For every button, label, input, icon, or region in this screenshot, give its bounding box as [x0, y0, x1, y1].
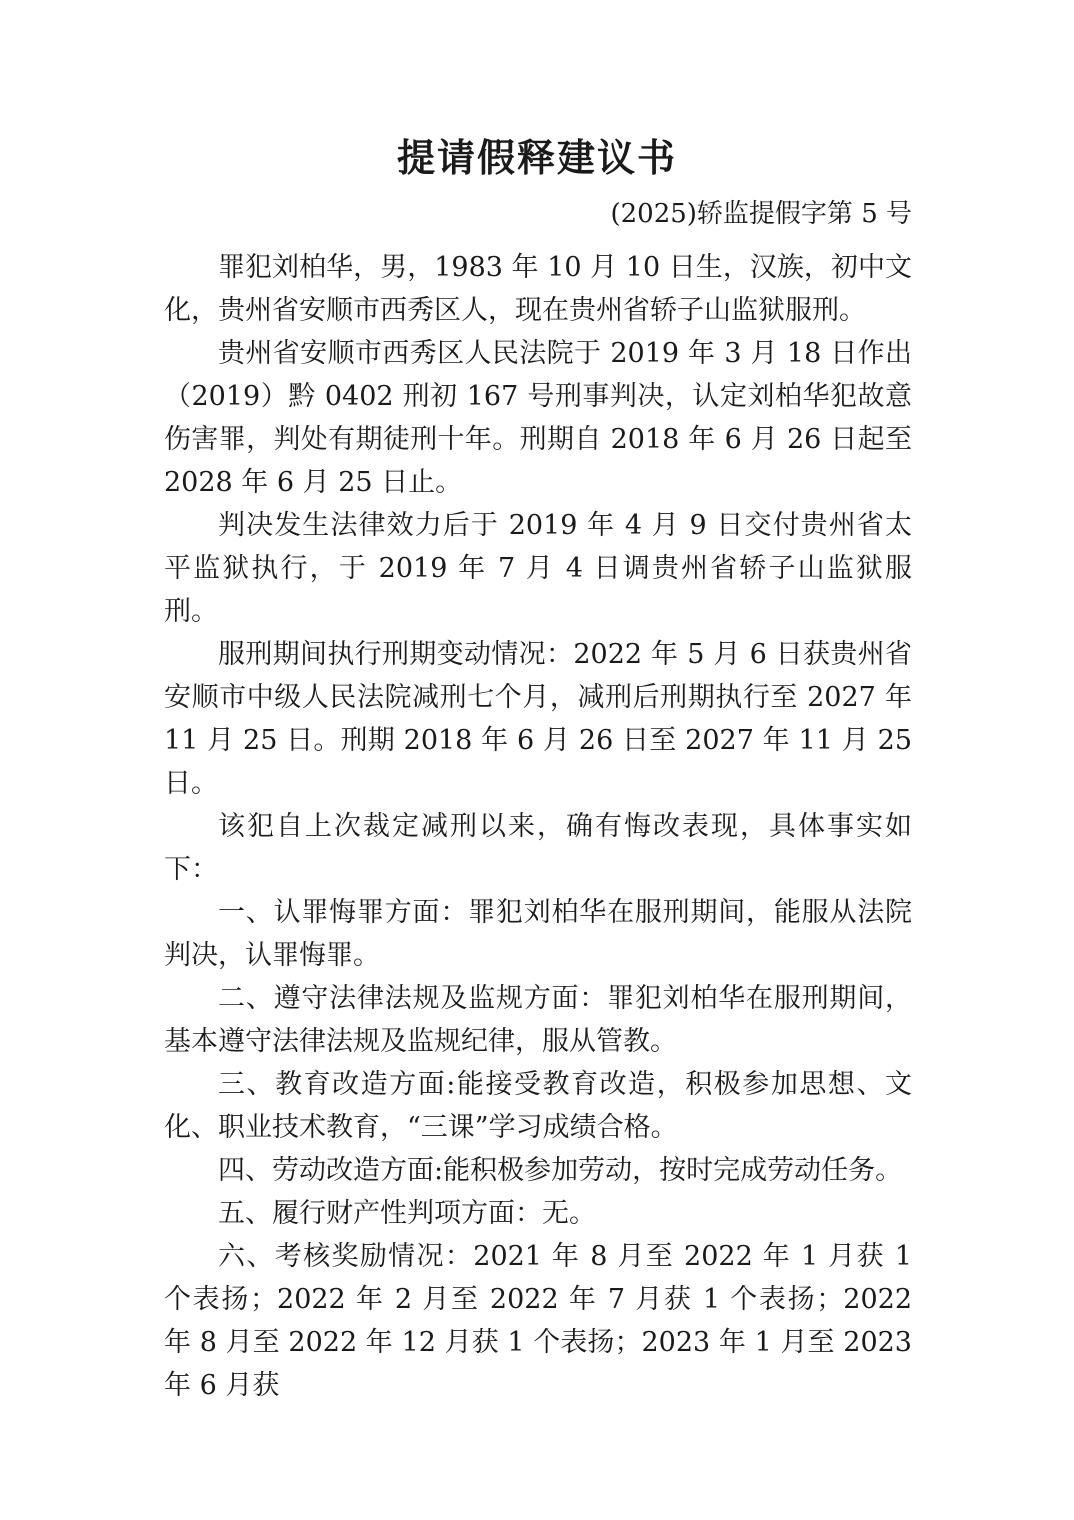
- paragraph-repentance-intro: 该犯自上次裁定减刑以来，确有悔改表现，具体事实如下：: [164, 811, 912, 885]
- paragraph-education: 三、教育改造方面:能接受教育改造，积极参加思想、文化、职业技术教育，“三课”学习成绩合格。: [164, 1069, 912, 1143]
- paragraph-property: 五、履行财产性判项方面：无。: [218, 1198, 596, 1229]
- paragraph-prisoner-info: 罪犯刘柏华，男，1983 年 10 月 10 日生，汉族，初中文化，贵州省安顺市西秀区人，现在贵州省轿子山监狱服刑。: [164, 252, 912, 326]
- paragraph-rewards: 六、考核奖励情况：2021 年 8 月至 2022 年 1 月获 1 个表扬；2022 年 2 月至 2022 年 7 月获 1 个表扬；2022 年 8 月至 2022 年 12 月获 1 个表扬；2023 年 1 月至 2023 年 6 月获: [164, 1241, 912, 1401]
- document-title: 提请假释建议书: [396, 136, 677, 180]
- document-body: [164, 246, 912, 1407]
- paragraph-judgment: 贵州省安顺市西秀区人民法院于 2019 年 3 月 18 日作出（2019）黔 0402 刑初 167 号刑事判决，认定刘柏华犯故意伤害罪，判处有期徒刑十年。刑期自 2018 年 6 月 26 日起至 2028 年 6 月 25 日止。: [164, 338, 912, 498]
- paragraph-guilt-admission: 一、认罪悔罪方面：罪犯刘柏华在服刑期间，能服从法院判决，认罪悔罪。: [164, 897, 912, 971]
- paragraph-execution: 判决发生法律效力后于 2019 年 4 月 9 日交付贵州省太平监狱执行，于 2019 年 7 月 4 日调贵州省轿子山监狱服刑。: [164, 510, 912, 627]
- paragraph-labor: 四、劳动改造方面:能积极参加劳动，按时完成劳动任务。: [218, 1155, 903, 1186]
- document-number: (2025)轿监提假字第 5 号: [610, 199, 912, 229]
- paragraph-sentence-changes: 服刑期间执行刑期变动情况：2022 年 5 月 6 日获贵州省安顺市中级人民法院减刑七个月，减刑后刑期执行至 2027 年 11 月 25 日。刑期 2018 年 6 月 26 日至 2027 年 11 月 25 日。: [164, 639, 912, 799]
- paragraph-law-compliance: 二、遵守法律法规及监规方面：罪犯刘柏华在服刑期间，基本遵守法律法规及监规纪律，服从管教。: [164, 983, 912, 1057]
